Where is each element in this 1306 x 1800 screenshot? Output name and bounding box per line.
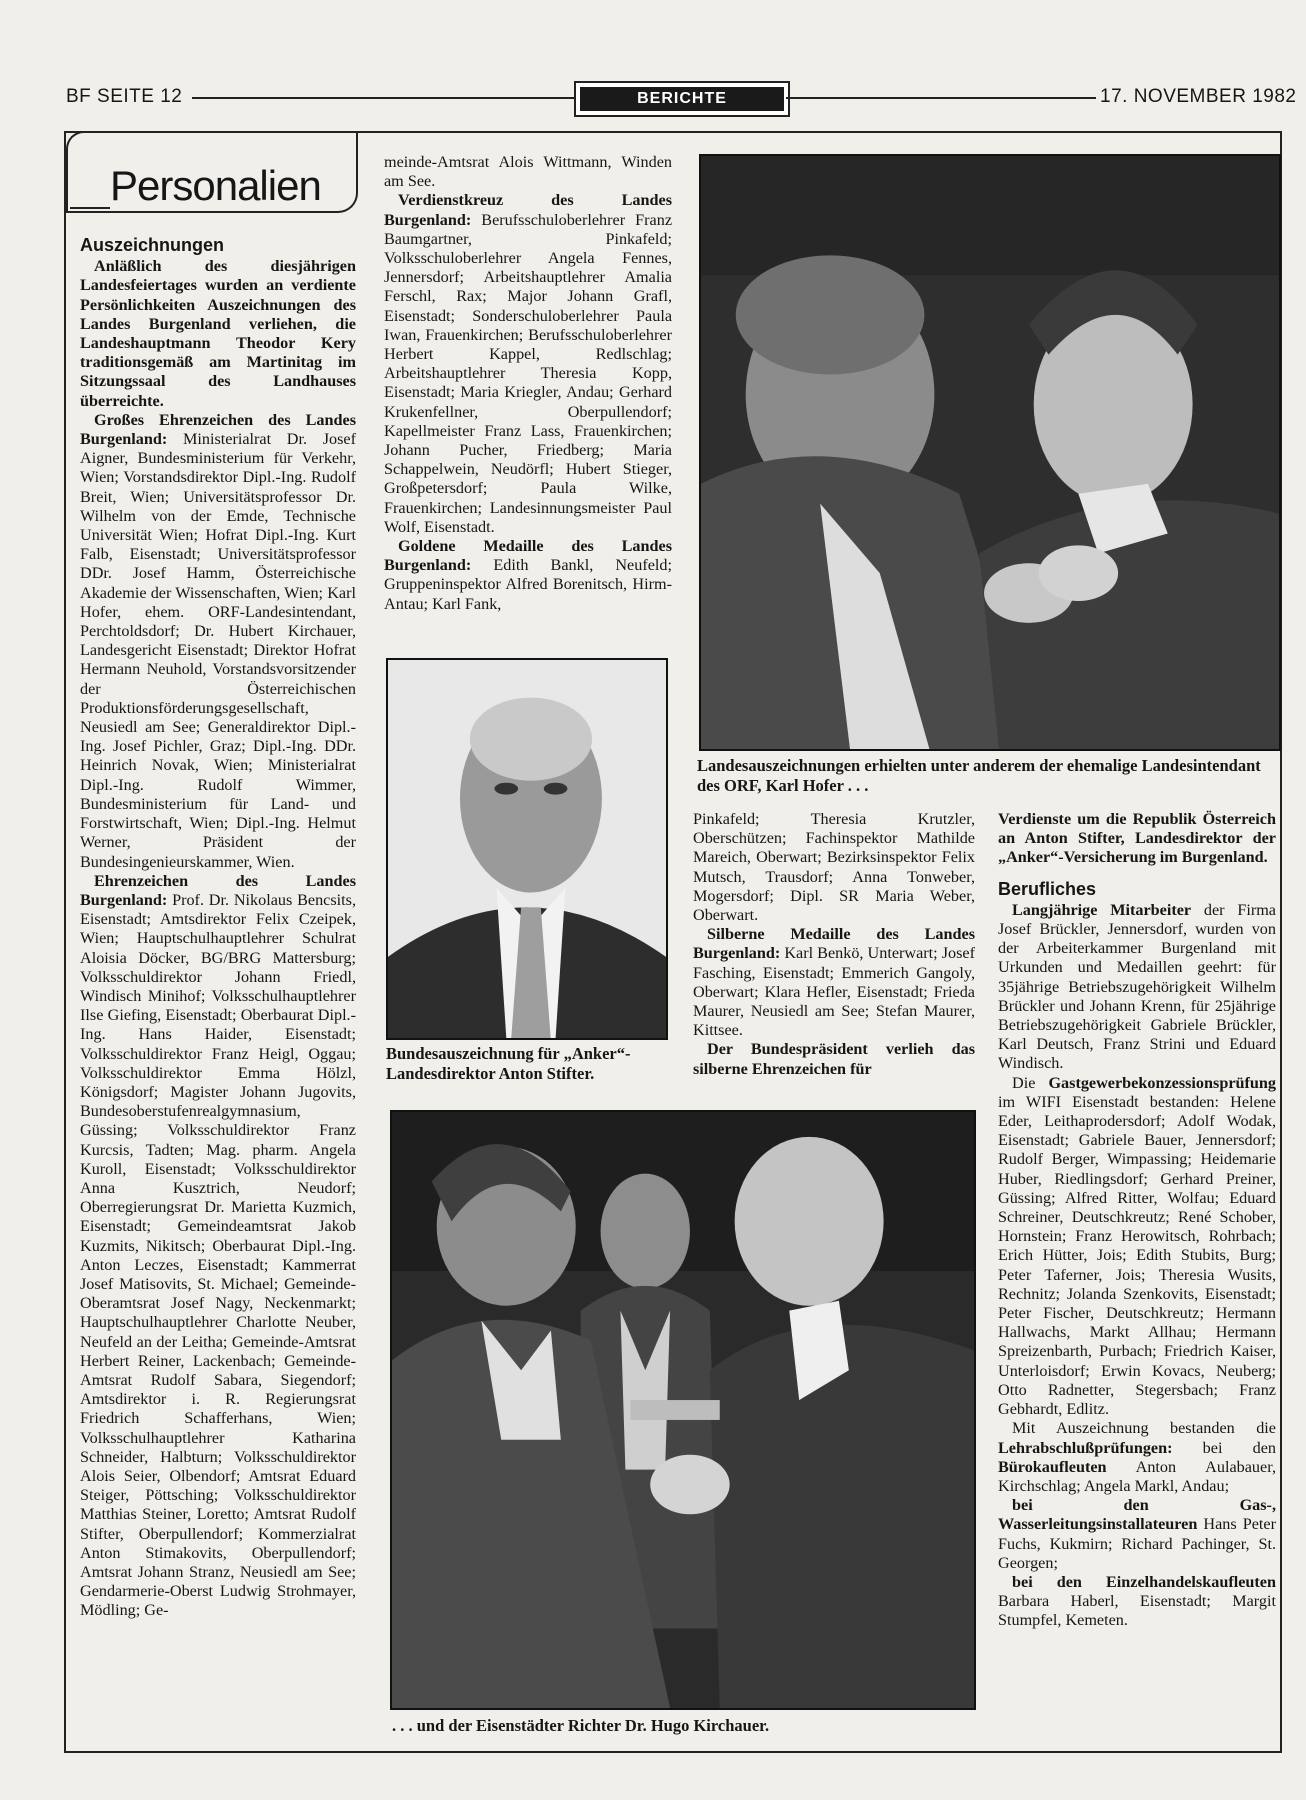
header-rule-right xyxy=(786,97,1096,99)
photo-stifter-image xyxy=(388,660,666,1038)
paragraph-ehrenzeichen: Ehrenzeichen des Landes Burgenland: Prof. Dr. Nikolaus Bencsits, Eisenstadt; Amtsdirektor Felix Czeipek, Wien; Hauptschulhauptlehrer Schulrat Aloisia Döcker, BG/BRG Mattersburg; Volksschuldirektor Johann Friedl, Windisch Minihof; Volksschulhauptlehrer Ilse Giefing, Eisenstadt; Oberbaurat Dipl.-Ing. Hans Haider, Eisenstadt; Volksschuldirektor Franz Heigl, Oggau; Volksschuldirektor Emma Hölzl, Königsdorf; Magister Johann Jugovits, Bundesoberstufenrealgymnasium, Güssing; Volksschuldirektor Franz Kurcsis, Tadten; Mag. pharm. Angela Kuroll, Eisenstadt; Volksschuldirektor Anna Kusztrich, Neudorf; Oberregierungsrat Dr. Marietta Kuzmich, Eisenstadt; Gemeindeamtsrat Jakob Kuzmits, Nikitsch; Oberbaurat Dipl.-Ing. Anton Leczes, Eisenstadt; Kammerrat Josef Matisovits, St. Michael; Gemeinde-Oberamtsrat Josef Nagy, Neckenmarkt; Hauptschulhauptlehrer Charlotte Neuber, Neufeld an der Leitha; Gemeinde-Amtsrat Herbert Reiner, Lackenbach; Gemeinde-Amtsrat Rudolf Sabara, Siegendorf; Amtsdirektor i. R. Regierungsrat Friedrich Schafferhans, Wien; Volksschulhauptlehrer Katharina Schneider, Halbturn; Volksschuldirektor Alois Seier, Olbendorf; Amtsrat Eduard Steiger, Pöttsching; Volksschuldirektor Matthias Steiner, Loretto; Amtsrat Rudolf Stifter, Oberpullendorf; Kommerzialrat Anton Stimakovits, Oberpullendorf; Amtsrat Johann Stranz, Neusiedl am See; Gendarmerie-Oberst Ludwig Strohmayer, Mödling; Ge- xyxy=(80,871,356,1620)
paragraph-goldene-continued: Pinkafeld; Theresia Krutzler, Oberschützen; Fachinspektor Mathilde Mareich, Oberwart; Bezirksinspektor Felix Mutsch, Trausdorf; Anna Tonweber, Mogersdorf; Dipl. SR Maria Weber, Oberwart. xyxy=(693,810,975,925)
paragraph-verdienste-republik: Verdienste um die Republik Österreich an Anton Stifter, Landesdirektor der „Anker“-Versicherung im Burgenland. xyxy=(998,810,1276,867)
title-underline xyxy=(70,207,110,209)
paragraph-mitarbeiter: Langjährige Mitarbeiter der Firma Josef Brückler, Jennersdorf, wurden von der Arbeiterkammer Burgenland mit Urkunden und Medaillen geehrt: für 35jährige Betriebszugehörigkeit Wilhelm Brückler und Johann Krenn, für 25jährige Betriebszugehörigkeit Gabriele Brückler, Karl Deutsch, Franz Strini und Eduard Windisch. xyxy=(998,900,1276,1073)
caption-bottom: . . . und der Eisenstädter Richter Dr. Hugo Kirchauer. xyxy=(392,1716,770,1735)
paragraph-installateure: bei den Gas-, Wasserleitungsinstallateuren Hans Peter Fuchs, Kukmirn; Richard Pachinger, St. Georgen; xyxy=(998,1496,1276,1572)
paragraph-einzelhandel: bei den Einzelhandelskaufleuten Barbara Haberl, Eisenstadt; Margit Stumpfel, Kemeten. xyxy=(998,1572,1276,1630)
heading-berufliches: Berufliches xyxy=(998,878,1097,899)
heading-auszeichnungen: Auszeichnungen xyxy=(80,235,225,255)
photo-hofer-image xyxy=(701,156,1279,749)
column-2 xyxy=(384,153,672,614)
header-rule-left xyxy=(192,97,574,99)
paragraph-bundespraesident: Der Bundespräsident verlieh das silberne Ehrenzeichen für xyxy=(693,1040,975,1078)
column-3 xyxy=(693,810,975,1079)
intro-paragraph: Anläßlich des diesjährigen Landesfeiertages wurden an verdiente Persönlichkeiten Auszeichnungen des Landes Burgenland verliehen, die Landeshauptmann Theodor Kery traditionsgemäß am Martinitag im Sitzungssaal des Landhauses überreichte. xyxy=(80,257,356,410)
page-number: BF SEITE 12 xyxy=(66,86,183,107)
photo-hofer-award xyxy=(699,154,1281,751)
paragraph-gastgewerbe: Die Gastgewerbekonzessionsprüfung im WIFI Eisenstadt bestanden: Helene Eder, Leithaprodersdorf; Adolf Wodak, Eisenstadt; Gabriele Bauer, Jennersdorf; Rudolf Berger, Wimpassing; Heidemarie Huber, Riedlingsdorf; Gerhard Preiner, Güssing; Alfred Ritter, Wolfau; Eduard Schreiner, Deutschkreutz; René Schober, Hornstein; Franz Herowitsch, Rohrbach; Erich Hütter, Jois; Edith Stubits, Burg; Peter Taferner, Jois; Theresia Wusits, Rechnitz; Jolanda Szenkovits, Eisenstadt; Peter Fischer, Deutschkreutz; Hermann Hallwachs, Markt Allhau; Hermann Spreizenbarth, Purbach; Friedrich Kaiser, Unterloisdorf; Erwin Kovacs, Neuberg; Otto Radnetter, Stegersbach; Franz Gebhardt, Edlitz. xyxy=(998,1073,1276,1419)
column-4 xyxy=(998,810,1276,1631)
section-label: BERICHTE xyxy=(580,87,784,111)
paragraph-continued: meinde-Amtsrat Alois Wittmann, Winden am See. xyxy=(384,153,672,191)
caption-middle-left: Bundesauszeichnung für „Anker“-Landesdirektor Anton Stifter. xyxy=(386,1044,631,1083)
issue-date: 17. NOVEMBER 1982 xyxy=(1100,86,1297,107)
photo-kirchauer-handshake xyxy=(390,1110,976,1710)
photo-stifter-portrait xyxy=(386,658,668,1040)
photo-kirchauer-image xyxy=(392,1112,974,1708)
paragraph-verdienstkreuz: Verdienstkreuz des Landes Burgenland: Berufsschuloberlehrer Franz Baumgartner, Pinkafeld; Volksschuloberlehrer Angela Fennes, Jennersdorf; Arbeitshauptlehrer Amalia Ferschl, Rax; Major Johann Grafl, Eisenstadt; Sonderschuloberlehrer Paula Iwan, Frauenkirchen; Berufsschuloberlehrer Herbert Kappel, Redlschlag; Arbeitshauptlehrer Theresia Kopp, Eisenstadt; Maria Kriegler, Andau; Gerhard Krukenfellner, Oberpullendorf; Kapellmeister Franz Lass, Frauenkirchen; Johann Pucher, Friedberg; Maria Schappelwein, Neudörfl; Hubert Stieger, Großpetersdorf; Paula Wilke, Frauenkirchen; Landesinnungsmeister Paul Wolf, Eisenstadt. xyxy=(384,191,672,536)
page-title: Personalien xyxy=(110,162,321,209)
section-badge xyxy=(574,81,790,117)
column-1 xyxy=(80,236,356,1621)
paragraph-goldene-medaille: Goldene Medaille des Landes Burgenland: Edith Bankl, Neufeld; Gruppeninspektor Alfred Borenitsch, Hirm-Antau; Karl Fank, xyxy=(384,537,672,613)
caption-top-right: Landesauszeichnungen erhielten unter anderem der ehemalige Landesintendant des ORF, Karl Hofer . . . xyxy=(697,756,1261,795)
paragraph-grosses-ehrenzeichen: Großes Ehrenzeichen des Landes Burgenland: Ministerialrat Dr. Josef Aigner, Bundesministerium für Verkehr, Wien; Vorstandsdirektor Dipl.-Ing. Rudolf Breit, Wien; Universitätsprofessor Dr. Wilhelm von der Emde, Technische Universität Wien; Hofrat Dipl.-Ing. Kurt Falb, Eisenstadt; Universitätsprofessor DDr. Josef Hamm, Österreichische Akademie der Wissenschaften, Wien; Karl Hofer, ehem. ORF-Landesintendant, Perchtoldsdorf; Dr. Hubert Kirchauer, Landesgericht Eisenstadt; Direktor Hofrat Hermann Neuhold, Vorstandsvorsitzender der Österreichischen Produktionsförderungsgesellschaft, Neusiedl am See; Generaldirektor Dipl.-Ing. Josef Pichler, Graz; Dipl.-Ing. DDr. Heinrich Novak, Wien; Ministerialrat Dipl.-Ing. Rudolf Wimmer, Bundesministerium für Land- und Forstwirtschaft, Wien; Dipl.-Ing. Helmut Werner, Präsident der Bundesingenieurskammer, Wien. xyxy=(80,410,356,871)
paragraph-lehrabschluss: Mit Auszeichnung bestanden die Lehrabschlußprüfungen: bei den Bürokaufleuten Anton Aulabauer, Kirchschlag; Angela Markl, Andau; xyxy=(998,1419,1276,1495)
paragraph-silberne-medaille: Silberne Medaille des Landes Burgenland: Karl Benkö, Unterwart; Josef Fasching, Eisenstadt; Emmerich Gangoly, Oberwart; Klara Hefler, Eisenstadt; Frieda Maurer, Neusiedl am See; Stefan Maurer, Kittsee. xyxy=(693,925,975,1040)
